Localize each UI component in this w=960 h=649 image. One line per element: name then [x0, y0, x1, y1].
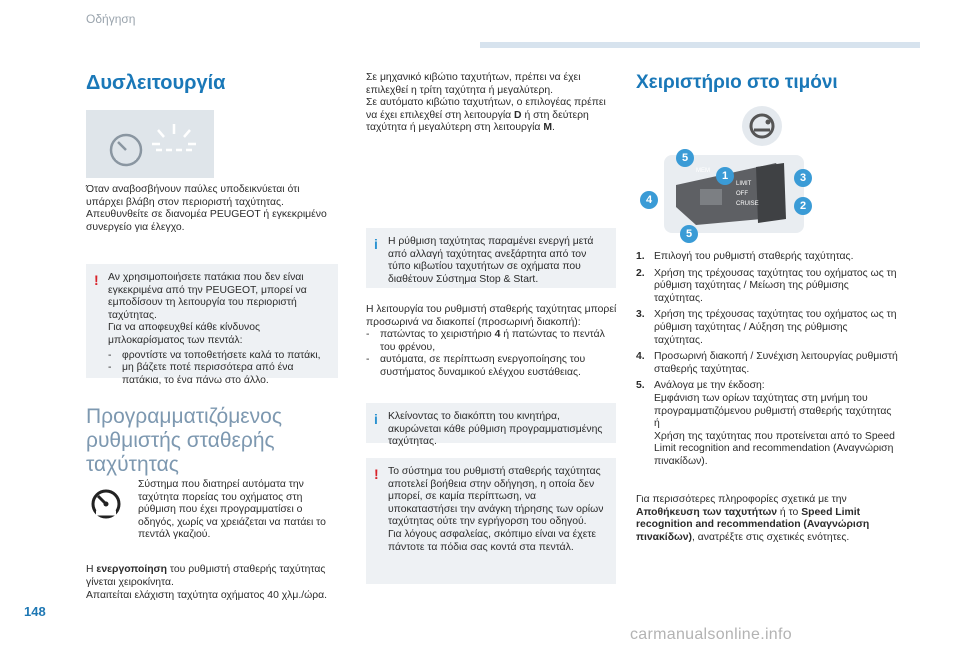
stalk-label-off: OFF: [736, 191, 748, 197]
info-box-stop-start: [366, 228, 616, 288]
warning-mats-text: Αν χρησιμοποιήσετε πατάκια που δεν είναι εγκεκριμένα από την PEUGEOT, μπορεί να εμποδίσουν τη λειτουργία του περιοριστή ταχύτητας.: [108, 272, 307, 321]
info-icon: i: [374, 411, 378, 427]
callout-4: 4: [640, 191, 658, 209]
info-stop-start-text: Η ρύθμιση ταχύτητας παραμένει ενεργή μετά από αλλαγή ταχύτητας ανεξάρτητα από τον τύπο κιβωτίου ταχυτήτων σε οχήματα που διαθέτουν Σύστημα Stop & Start.: [388, 236, 594, 285]
cruise-stalk-diagram: [636, 145, 826, 245]
info-icon: i: [374, 236, 378, 252]
list-item: - αυτόματα, σε περίπτωση ενεργοποίησης του συστήματος δυναμικού ελέγχου ευστάθειας.: [366, 354, 618, 379]
list-item: - μη βάζετε ποτέ περισσότερα από ένα πατάκια, το ένα πάνω στο άλλο.: [108, 362, 328, 387]
section-title-cruise-line2: ρυθμιστής σταθερής ταχύτητας: [86, 429, 275, 476]
cruise-description: Σύστημα που διατηρεί αυτόματα την ταχύτητα πορείας του οχήματος στη ρύθμιση που έχει προγραμματίσει ο οδηγός, χωρίς να χρειάζεται να πατάει το πεντάλ γκαζιού.: [138, 479, 326, 541]
callout-3: 3: [794, 169, 812, 187]
fault-text: Όταν αναβοσβήνουν παύλες υποδεικνύεται ότι υπάρχει βλάβη στον περιοριστή ταχύτητας. Απευθυνθείτε σε διανομέα PEUGEOT ή εγκεκριμένο συνεργείο για έλεγχο.: [86, 184, 327, 233]
list-item: 2. Χρήση της τρέχουσας ταχύτητας του οχήματος ως τη ρύθμιση ταχύτητας / Μείωση της ρύθμισης ταχύτητας.: [636, 267, 897, 304]
warning-mats-list: [108, 350, 328, 388]
info-box-ignition: [366, 403, 616, 448]
pause-list: [366, 329, 618, 379]
stalk-label-cruise: CRUISE: [736, 201, 759, 207]
callout-5-top: 5: [676, 149, 694, 167]
fault-illustration: [86, 110, 214, 178]
section-title-cruise: [86, 405, 346, 477]
running-header: Οδήγηση: [86, 12, 136, 26]
list-item: 1. Επιλογή του ρυθμιστή σταθερής ταχύτητας.: [636, 251, 854, 262]
callout-5-bottom: 5: [680, 225, 698, 243]
warning-box-safety: [366, 458, 616, 584]
info-ignition-text: Κλείνοντας το διακόπτη του κινητήρα, ακυρώνεται κάθε ρύθμιση προγραμματισμένης ταχύτητας.: [388, 411, 603, 448]
warning-exclamation-icon: !: [374, 466, 379, 482]
list-item: 3. Χρήση της τρέχουσας ταχύτητας του οχήματος ως τη ρύθμιση ταχύτητας / Αύξηση της ρύθμισης ταχύτητας.: [636, 309, 897, 346]
pause-intro: Η λειτουργία του ρυθμιστή σταθερής ταχύτητας μπορεί προσωρινά να διακοπεί (προσωρινή διακοπή):: [366, 304, 617, 328]
stalk-label-mem: MEM: [696, 168, 710, 174]
list-item: - πατώντας το χειριστήριο 4 ή πατώντας το πεντάλ του φρένου,: [366, 329, 618, 354]
speedometer-dashes-icon: [86, 110, 214, 178]
section-title-fault: Δυσλειτουργία: [86, 72, 226, 94]
list-item: 4. Προσωρινή διακοπή / Συνέχιση λειτουργίας ρυθμιστή σταθερής ταχύτητας.: [636, 351, 898, 375]
section-title-cruise-line1: Προγραμματιζόμενος: [86, 405, 282, 428]
controls-list: [636, 251, 898, 473]
warning-safety-feet: Για λόγους ασφαλείας, σκόπιμο είναι να έχετε πάντοτε τα πόδια σας κοντά στα πεντάλ.: [388, 528, 597, 553]
steering-wheel-icon: [740, 104, 784, 148]
watermark: carmanualsonline.info: [630, 626, 792, 643]
warning-safety-text: Το σύστημα του ρυθμιστή σταθερής ταχύτητας αποτελεί βοήθεια στην οδήγηση, η οποία δεν μπορεί, σε καμία περίπτωση, να υποκαταστήσει την ανάγκη τήρησης των ορίων ταχύτητας ούτε την εγρήγορση του οδηγού.: [388, 466, 604, 528]
gearbox-manual-text: Σε μηχανικό κιβώτιο ταχυτήτων, πρέπει να έχει επιλεχθεί η τρίτη ταχύτητα ή μεγαλύτερη.: [366, 72, 581, 96]
min-speed-text: Απαιτείται ελάχιστη ταχύτητα οχήματος 40 χλμ./ώρα.: [86, 590, 328, 601]
callout-2: 2: [794, 197, 812, 215]
list-item: 5. Ανάλογα με την έκδοση: Εμφάνιση των ορίων ταχύτητας στη μνήμη του προγραμματιζόμενου ρυθμιστή σταθερής ταχύτητας ή Χρήση της ταχύτητας που προτείνεται από το Speed Limit recognition and recommendation (Αναγνώριση πινακίδων).: [636, 380, 895, 467]
cruise-control-icon: [84, 480, 128, 524]
warning-mats-intro: Για να αποφευχθεί κάθε κίνδυνος μπλοκαρίσματος των πεντάλ:: [108, 322, 261, 346]
section-title-steering-control: Χειριστήριο στο τιμόνι: [636, 72, 838, 93]
callout-1: 1: [716, 167, 734, 185]
warning-exclamation-icon: !: [94, 272, 99, 288]
header-bar: [480, 42, 920, 48]
warning-box-mats: [86, 264, 338, 386]
activation-text: Η ενεργοποίηση του ρυθμιστή σταθερής ταχύτητας γίνεται χειροκίνητα.: [86, 564, 326, 588]
stalk-label-limit: LIMIT: [736, 181, 752, 187]
gearbox-auto-text: Σε αυτόματο κιβώτιο ταχυτήτων, ο επιλογέας πρέπει να έχει επιλεχθεί στη λειτουργία D ή στη δεύτερη ταχύτητα ή μεγαλύτερη στη λειτουργία M.: [366, 97, 606, 134]
list-item: - φροντίστε να τοποθετήσετε καλά το πατάκι,: [108, 350, 328, 363]
page-number: 148: [24, 604, 46, 619]
more-info-text: Για περισσότερες πληροφορίες σχετικά με την Αποθήκευση των ταχυτήτων ή το Speed Limit recognition and recommendation (Αναγνώριση πινακίδων), ανατρέξτε στις σχετικές ενότητες.: [636, 494, 870, 543]
